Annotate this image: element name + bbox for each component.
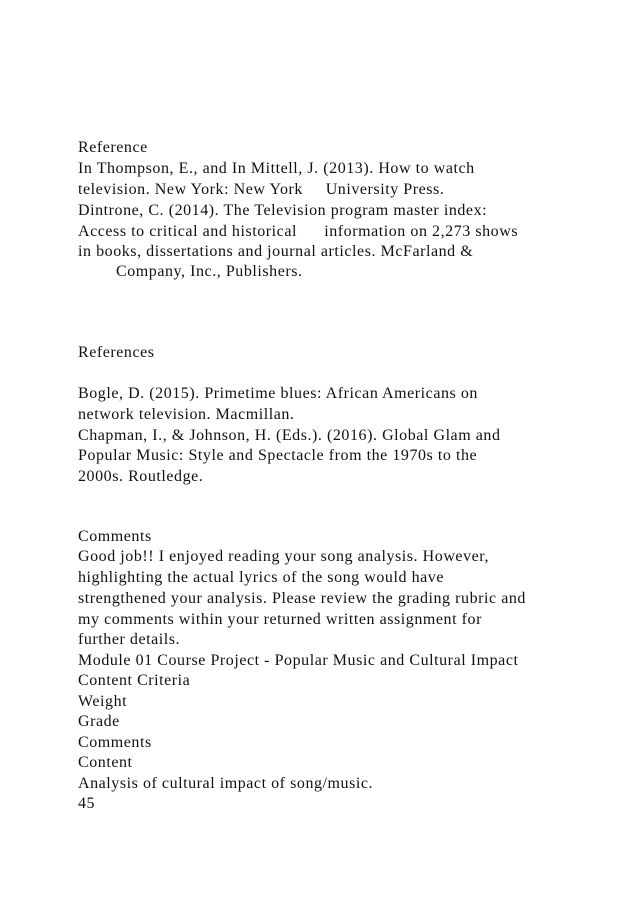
course-project-title: Module 01 Course Project - Popular Music and Cultural Impact bbox=[78, 652, 519, 669]
content-label: Content bbox=[78, 754, 133, 771]
references-line-4: Popular Music: Style and Spectacle from the 1970s to the bbox=[78, 447, 478, 464]
references-line-2: network television. Macmillan. bbox=[78, 406, 295, 423]
comments-heading: Comments bbox=[78, 528, 152, 545]
reference-line-4: Access to critical and historical information on 2,273 shows bbox=[78, 223, 519, 240]
comments-line-5: further details. bbox=[78, 631, 181, 648]
comments-line-1: Good job!! I enjoyed reading your song analysis. However, bbox=[78, 548, 490, 565]
comments-line-4: my comments within your returned written assignment for bbox=[78, 611, 482, 628]
references-line-5: 2000s. Routledge. bbox=[78, 468, 204, 485]
reference-line-3: Dintrone, C. (2014). The Television program master index: bbox=[78, 202, 488, 219]
references-line-1: Bogle, D. (2015). Primetime blues: African Americans on bbox=[78, 385, 478, 402]
references-heading: References bbox=[78, 344, 155, 361]
grade-label: Grade bbox=[78, 713, 120, 730]
reference-line-5: in books, dissertations and journal articles. McFarland & bbox=[78, 243, 474, 260]
comments-line-3: strengthened your analysis. Please review the grading rubric and bbox=[78, 590, 526, 607]
reference-line-1: In Thompson, E., and In Mittell, J. (2013). How to watch bbox=[78, 160, 475, 177]
reference-line-2: television. New York: New York University Press. bbox=[78, 181, 445, 198]
reference-heading: Reference bbox=[78, 139, 148, 156]
analysis-criterion: Analysis of cultural impact of song/music. bbox=[78, 775, 374, 792]
references-line-3: Chapman, I., & Johnson, H. (Eds.). (2016). Global Glam and bbox=[78, 427, 501, 444]
comments-label: Comments bbox=[78, 734, 152, 751]
comments-line-2: highlighting the actual lyrics of the song would have bbox=[78, 569, 444, 586]
weight-value: 45 bbox=[78, 795, 96, 812]
weight-label: Weight bbox=[78, 693, 128, 710]
reference-line-6: Company, Inc., Publishers. bbox=[116, 263, 303, 280]
content-criteria-label: Content Criteria bbox=[78, 672, 191, 689]
